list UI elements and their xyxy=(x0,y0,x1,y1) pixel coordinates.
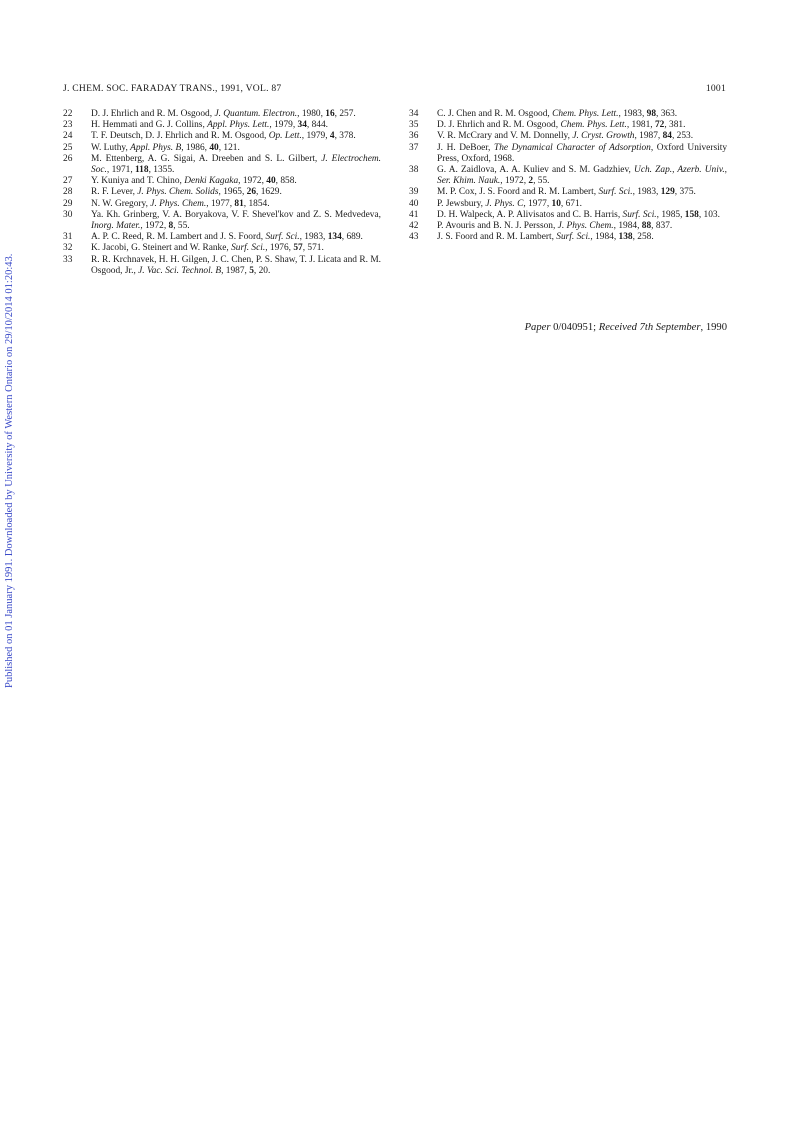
paper-label: Paper xyxy=(524,322,551,333)
reference-text xyxy=(437,232,654,242)
reference-number: 31 xyxy=(63,232,73,243)
journal-name: J. Phys. Chem. xyxy=(150,198,207,209)
reference-segment: , 20. xyxy=(253,265,271,276)
reference-segment: , 257. xyxy=(334,109,356,119)
reference-text xyxy=(91,187,282,197)
journal-citation-line: J. CHEM. SOC. FARADAY TRANS., 1991, VOL. 87 xyxy=(63,83,282,94)
reference-segment: P. Jewsbury, xyxy=(437,198,486,209)
reference-segment: T. F. Deutsch, D. J. Ehrlich and R. M. Osgood, xyxy=(91,131,269,142)
reference-number: 22 xyxy=(63,109,73,119)
download-stamp-text: Published on 01 January 1991. Downloaded by University of Western Ontario on 29/10/2014 01:20:43. xyxy=(4,253,15,688)
reference-number: 39 xyxy=(409,187,419,198)
reference-segment: , 689. xyxy=(341,232,363,243)
volume-number: 129 xyxy=(660,187,675,198)
journal-name: J. Electrochem. Soc. xyxy=(91,153,382,176)
reference-segment: , 1972, xyxy=(500,176,529,187)
reference-item xyxy=(409,221,727,232)
reference-text xyxy=(437,131,693,141)
reference-item xyxy=(63,187,381,198)
volume-number: 8 xyxy=(168,221,174,232)
reference-text xyxy=(91,176,297,186)
volume-number: 72 xyxy=(654,120,665,131)
journal-name: Chem. Phys. Lett. xyxy=(552,109,619,119)
reference-segment: Y. Kuniya and T. Chino, xyxy=(91,176,185,187)
reference-segment: , 1983, xyxy=(299,232,328,243)
reference-segment: M. P. Cox, J. S. Foord and R. M. Lambert, xyxy=(437,187,599,198)
reference-segment: , 1986, xyxy=(181,142,210,153)
reference-text xyxy=(91,199,270,209)
reference-segment: , Oxford University Press, Oxford, 1968. xyxy=(437,142,728,164)
volume-number: 2 xyxy=(528,176,534,187)
volume-number: 118 xyxy=(135,165,149,176)
reference-segment: , 1983, xyxy=(618,109,647,119)
reference-number: 29 xyxy=(63,198,73,209)
journal-name: Surf. Sci. xyxy=(556,232,591,243)
reference-segment: , 1985, xyxy=(656,209,685,220)
reference-segment: K. Jacobi, G. Steinert and W. Ranke, xyxy=(91,243,232,254)
reference-text xyxy=(91,243,324,253)
reference-text xyxy=(437,120,685,130)
reference-segment: , 837. xyxy=(651,221,673,232)
reference-segment: , 1976, xyxy=(265,243,294,254)
reference-item xyxy=(409,199,727,210)
journal-name: J. Vac. Sci. Technol. B xyxy=(138,265,222,276)
volume-number: 88 xyxy=(641,221,652,232)
journal-name: Surf. Sci. xyxy=(231,243,266,254)
reference-number: 35 xyxy=(409,120,419,131)
journal-name: J. Phys. Chem. Solids xyxy=(137,187,219,198)
journal-name: Inorg. Mater. xyxy=(91,221,141,232)
reference-item xyxy=(409,109,727,120)
reference-segment: , 1983, xyxy=(632,187,661,198)
reference-item xyxy=(409,232,727,243)
volume-number: 158 xyxy=(684,209,699,220)
reference-segment: , 258. xyxy=(632,232,654,243)
reference-segment: H. Hemmati and G. J. Collins, xyxy=(91,120,208,131)
reference-text xyxy=(437,187,696,197)
reference-text xyxy=(91,120,328,130)
reference-segment: M. Ettenberg, A. G. Sigai, A. Dreeben and S. L. Gilbert, xyxy=(91,153,322,164)
reference-text xyxy=(91,154,381,175)
journal-name: Chem. Phys. Lett. xyxy=(560,120,627,131)
reference-segment: , 1355. xyxy=(148,165,175,176)
reference-segment: W. Luthy, xyxy=(91,142,131,153)
reference-segment: R. F. Lever, xyxy=(91,187,138,198)
paper-received-note xyxy=(409,322,727,333)
received-date: Received 7th September xyxy=(598,322,701,333)
reference-segment: , 1971, xyxy=(106,165,136,176)
volume-number: 40 xyxy=(209,142,219,153)
journal-name: Denki Kagaka xyxy=(184,176,239,187)
reference-segment: D. J. Ehrlich and R. M. Osgood, xyxy=(437,120,561,131)
volume-number: 34 xyxy=(297,120,307,131)
reference-segment: , 121. xyxy=(218,142,240,153)
volume-number: 5 xyxy=(249,265,254,276)
reference-item xyxy=(63,243,381,254)
reference-segment: C. J. Chen and R. M. Osgood, xyxy=(437,109,553,119)
reference-text xyxy=(91,143,240,153)
reference-text xyxy=(437,109,677,119)
reference-number: 30 xyxy=(63,209,73,220)
reference-text xyxy=(91,210,381,231)
journal-name: Surf. Sci. xyxy=(622,209,657,220)
paper-separator: ; xyxy=(593,322,599,333)
reference-segment: , 103. xyxy=(698,209,720,220)
reference-item xyxy=(63,143,381,154)
reference-item xyxy=(63,199,381,210)
reference-number: 27 xyxy=(63,176,73,187)
reference-text xyxy=(91,232,363,242)
reference-number: 33 xyxy=(63,254,73,265)
reference-segment: , 1980, xyxy=(297,109,326,119)
reference-segment: , 1979, xyxy=(269,120,298,131)
reference-segment: , 571. xyxy=(302,243,324,254)
journal-name: J. Cryst. Growth xyxy=(572,131,635,142)
reference-segment: , 1965, xyxy=(218,187,247,198)
reference-item xyxy=(63,120,381,131)
journal-name: Surf. Sci. xyxy=(598,187,633,198)
reference-segment: D. H. Walpeck, A. P. Alivisatos and C. B. Harris, xyxy=(437,209,623,220)
journal-name: Surf. Sci. xyxy=(265,232,300,243)
reference-text xyxy=(437,210,720,220)
volume-number: 138 xyxy=(618,232,633,243)
reference-item xyxy=(63,154,381,176)
reference-segment: , 1987, xyxy=(634,131,663,142)
reference-segment: , 1972, xyxy=(140,221,169,232)
reference-number: 43 xyxy=(409,232,419,243)
reference-segment: , 1979, xyxy=(301,131,330,142)
reference-segment: R. R. Krchnavek, H. H. Gilgen, J. C. Chen, P. S. Shaw, T. J. Licata and R. M. Osgood, Jr., xyxy=(91,254,381,276)
reference-segment: , 844. xyxy=(306,120,328,131)
reference-segment: , 375. xyxy=(674,187,696,198)
reference-segment: , 55. xyxy=(533,176,550,187)
volume-number: 16 xyxy=(325,109,335,119)
reference-number: 24 xyxy=(63,131,73,142)
journal-name: J. Phys. Chem. xyxy=(557,221,614,232)
reference-number: 41 xyxy=(409,209,419,220)
reference-number: 34 xyxy=(409,109,419,119)
reference-segment: G. A. Zaidlova, A. A. Kuliev and S. M. Gadzhiev, xyxy=(437,165,635,176)
journal-name: Uch. Zap., Azerb. Univ., Ser. Khim. Nauk. xyxy=(437,165,728,187)
reference-segment: J. H. DeBoer, xyxy=(437,142,494,153)
reference-segment: , 1977, xyxy=(206,198,235,209)
reference-segment: , 1981, xyxy=(626,120,655,131)
reference-segment: , 363. xyxy=(656,109,678,119)
reference-segment: A. P. C. Reed, R. M. Lambert and J. S. Foord, xyxy=(91,232,266,243)
reference-number: 42 xyxy=(409,221,419,232)
journal-name: Appl. Phys. Lett. xyxy=(207,120,270,131)
reference-text xyxy=(91,131,356,141)
page-number: 1001 xyxy=(705,83,726,94)
reference-item xyxy=(63,109,381,120)
volume-number: 98 xyxy=(646,109,657,119)
journal-name: J. Quantum. Electron. xyxy=(214,109,298,119)
reference-segment: , 1984, xyxy=(590,232,619,243)
reference-item xyxy=(409,120,727,131)
reference-item xyxy=(409,187,727,198)
journal-name: Appl. Phys. B xyxy=(130,142,182,153)
reference-segment: Ya. Kh. Grinberg, V. A. Boryakova, V. F. Shevel'kov and Z. S. Medvedeva, xyxy=(91,209,381,220)
reference-segment: J. S. Foord and R. M. Lambert, xyxy=(437,232,557,243)
reference-item xyxy=(409,165,727,187)
reference-segment: , 1972, xyxy=(238,176,267,187)
journal-name: Op. Lett. xyxy=(268,131,302,142)
reference-segment: , 55. xyxy=(173,221,190,232)
volume-number: 81 xyxy=(234,198,244,209)
reference-number: 40 xyxy=(409,198,419,209)
journal-name: The Dynamical Character of Adsorption xyxy=(493,142,651,153)
reference-text xyxy=(437,221,672,231)
reference-segment: D. J. Ehrlich and R. M. Osgood, xyxy=(91,109,215,119)
reference-number: 37 xyxy=(409,142,419,153)
reference-segment: , 1977, xyxy=(523,198,552,209)
reference-segment: , 378. xyxy=(334,131,356,142)
reference-list-right xyxy=(409,109,727,243)
reference-item xyxy=(63,232,381,243)
reference-text xyxy=(91,255,381,276)
reference-segment: V. R. McCrary and V. M. Donnelly, xyxy=(437,131,573,142)
reference-segment: , 1854. xyxy=(243,198,270,209)
reference-item xyxy=(409,210,727,221)
reference-segment: P. Avouris and B. N. J. Persson, xyxy=(437,221,558,232)
received-year: , 1990 xyxy=(700,322,727,333)
volume-number: 26 xyxy=(246,187,257,198)
reference-segment: , 381. xyxy=(664,120,686,131)
reference-number: 36 xyxy=(409,131,419,142)
reference-number: 32 xyxy=(63,243,73,254)
reference-item xyxy=(63,255,381,277)
reference-segment: , 858. xyxy=(275,176,297,187)
reference-number: 28 xyxy=(63,187,73,198)
volume-number: 134 xyxy=(327,232,342,243)
volume-number: 84 xyxy=(662,131,672,142)
reference-item xyxy=(63,210,381,232)
reference-text xyxy=(437,143,727,164)
volume-number: 10 xyxy=(551,198,561,209)
reference-segment: , 671. xyxy=(560,198,582,209)
reference-number: 38 xyxy=(409,165,419,176)
volume-number: 4 xyxy=(329,131,335,142)
volume-number: 40 xyxy=(266,176,276,187)
reference-number: 23 xyxy=(63,120,73,131)
reference-text xyxy=(91,109,356,119)
reference-number: 25 xyxy=(63,142,73,153)
reference-number: 26 xyxy=(63,153,73,164)
reference-segment: , 253. xyxy=(671,131,694,142)
reference-text xyxy=(437,165,727,186)
journal-name: J. Phys. C xyxy=(485,198,524,209)
reference-segment: , 1987, xyxy=(221,265,250,276)
volume-number: 57 xyxy=(293,243,303,254)
reference-segment: N. W. Gregory, xyxy=(91,198,151,209)
reference-item xyxy=(409,143,727,165)
reference-item xyxy=(63,131,381,142)
download-stamp xyxy=(4,238,18,688)
reference-segment: , 1629. xyxy=(256,187,282,198)
reference-list-left xyxy=(63,109,381,277)
reference-segment: , 1984, xyxy=(613,221,642,232)
paper-id: 0/040951 xyxy=(553,322,594,333)
reference-item xyxy=(63,176,381,187)
reference-text xyxy=(437,199,582,209)
reference-item xyxy=(409,131,727,142)
